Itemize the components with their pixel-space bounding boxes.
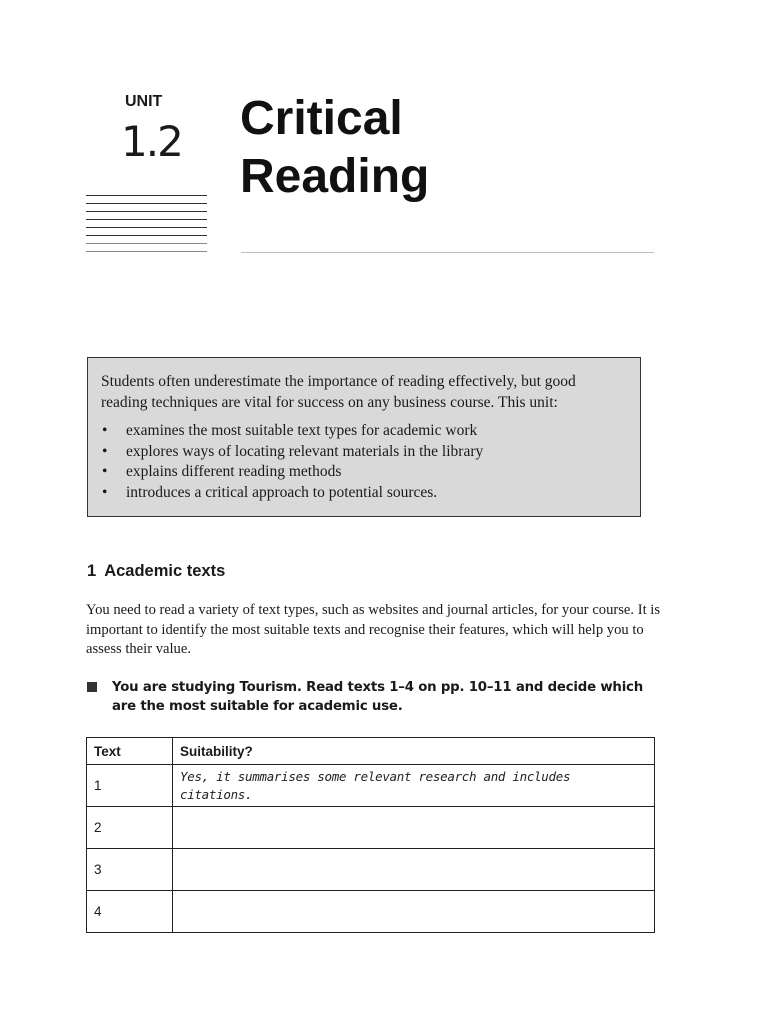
page-title: [240, 90, 429, 206]
title-line-1: Critical: [240, 92, 403, 145]
title-divider: [241, 252, 654, 253]
section-number: 1: [87, 562, 97, 580]
bullet-icon: •: [102, 422, 108, 439]
list-item: [101, 483, 640, 504]
suitability-cell[interactable]: [173, 891, 655, 933]
suitability-table: [86, 737, 655, 933]
list-item: [101, 421, 640, 442]
list-item-text: examines the most suitable text types for academic work: [126, 422, 478, 439]
column-header-suitability: Suitability?: [173, 738, 655, 765]
decorative-rules: [86, 195, 207, 259]
table-row: [87, 807, 655, 849]
section-title: Academic texts: [104, 562, 226, 580]
list-item: [101, 462, 640, 483]
column-header-text: Text: [87, 738, 173, 765]
body-paragraph: You need to read a variety of text types, such as websites and journal articles, for your course. It is important to identify the most suitable texts and recognise their features, which will help you to assess their value.: [86, 602, 661, 657]
list-item-text: explains different reading methods: [126, 463, 342, 480]
table-row: [87, 765, 655, 807]
intro-bullet-list: [101, 421, 640, 503]
unit-number: 1.2: [121, 117, 182, 166]
text-number-cell: 1: [87, 765, 173, 807]
intro-text: Students often underestimate the importance of reading effectively, but good reading techniques are vital for success on any business course. This unit:: [101, 373, 576, 411]
suitability-cell[interactable]: [173, 765, 655, 807]
title-line-2: Reading: [240, 150, 430, 203]
table-row: [87, 849, 655, 891]
task-text: You are studying Tourism. Read texts 1–4 on pp. 10–11 and decide which are the most suitable for academic use.: [112, 680, 644, 714]
intro-box: [87, 357, 641, 517]
list-item-text: introduces a critical approach to potential sources.: [126, 483, 438, 501]
square-bullet-icon: [87, 682, 97, 692]
list-item-text: explores ways of locating relevant materials in the library: [126, 442, 484, 460]
bullet-icon: •: [102, 483, 108, 501]
text-number-cell: 4: [87, 891, 173, 933]
suitability-cell[interactable]: [173, 807, 655, 849]
text-number-cell: 3: [87, 849, 173, 891]
table-row: [87, 891, 655, 933]
handwritten-answer: Yes, it summarises some relevant research and includes citations.: [180, 769, 571, 802]
bullet-icon: •: [102, 463, 108, 480]
list-item: [101, 442, 640, 463]
unit-label: UNIT: [125, 93, 163, 110]
table-header-row: [87, 738, 655, 765]
section-heading: [87, 562, 225, 581]
bullet-icon: •: [102, 442, 108, 460]
text-number-cell: 2: [87, 807, 173, 849]
suitability-cell[interactable]: [173, 849, 655, 891]
task-instruction: [87, 678, 657, 716]
